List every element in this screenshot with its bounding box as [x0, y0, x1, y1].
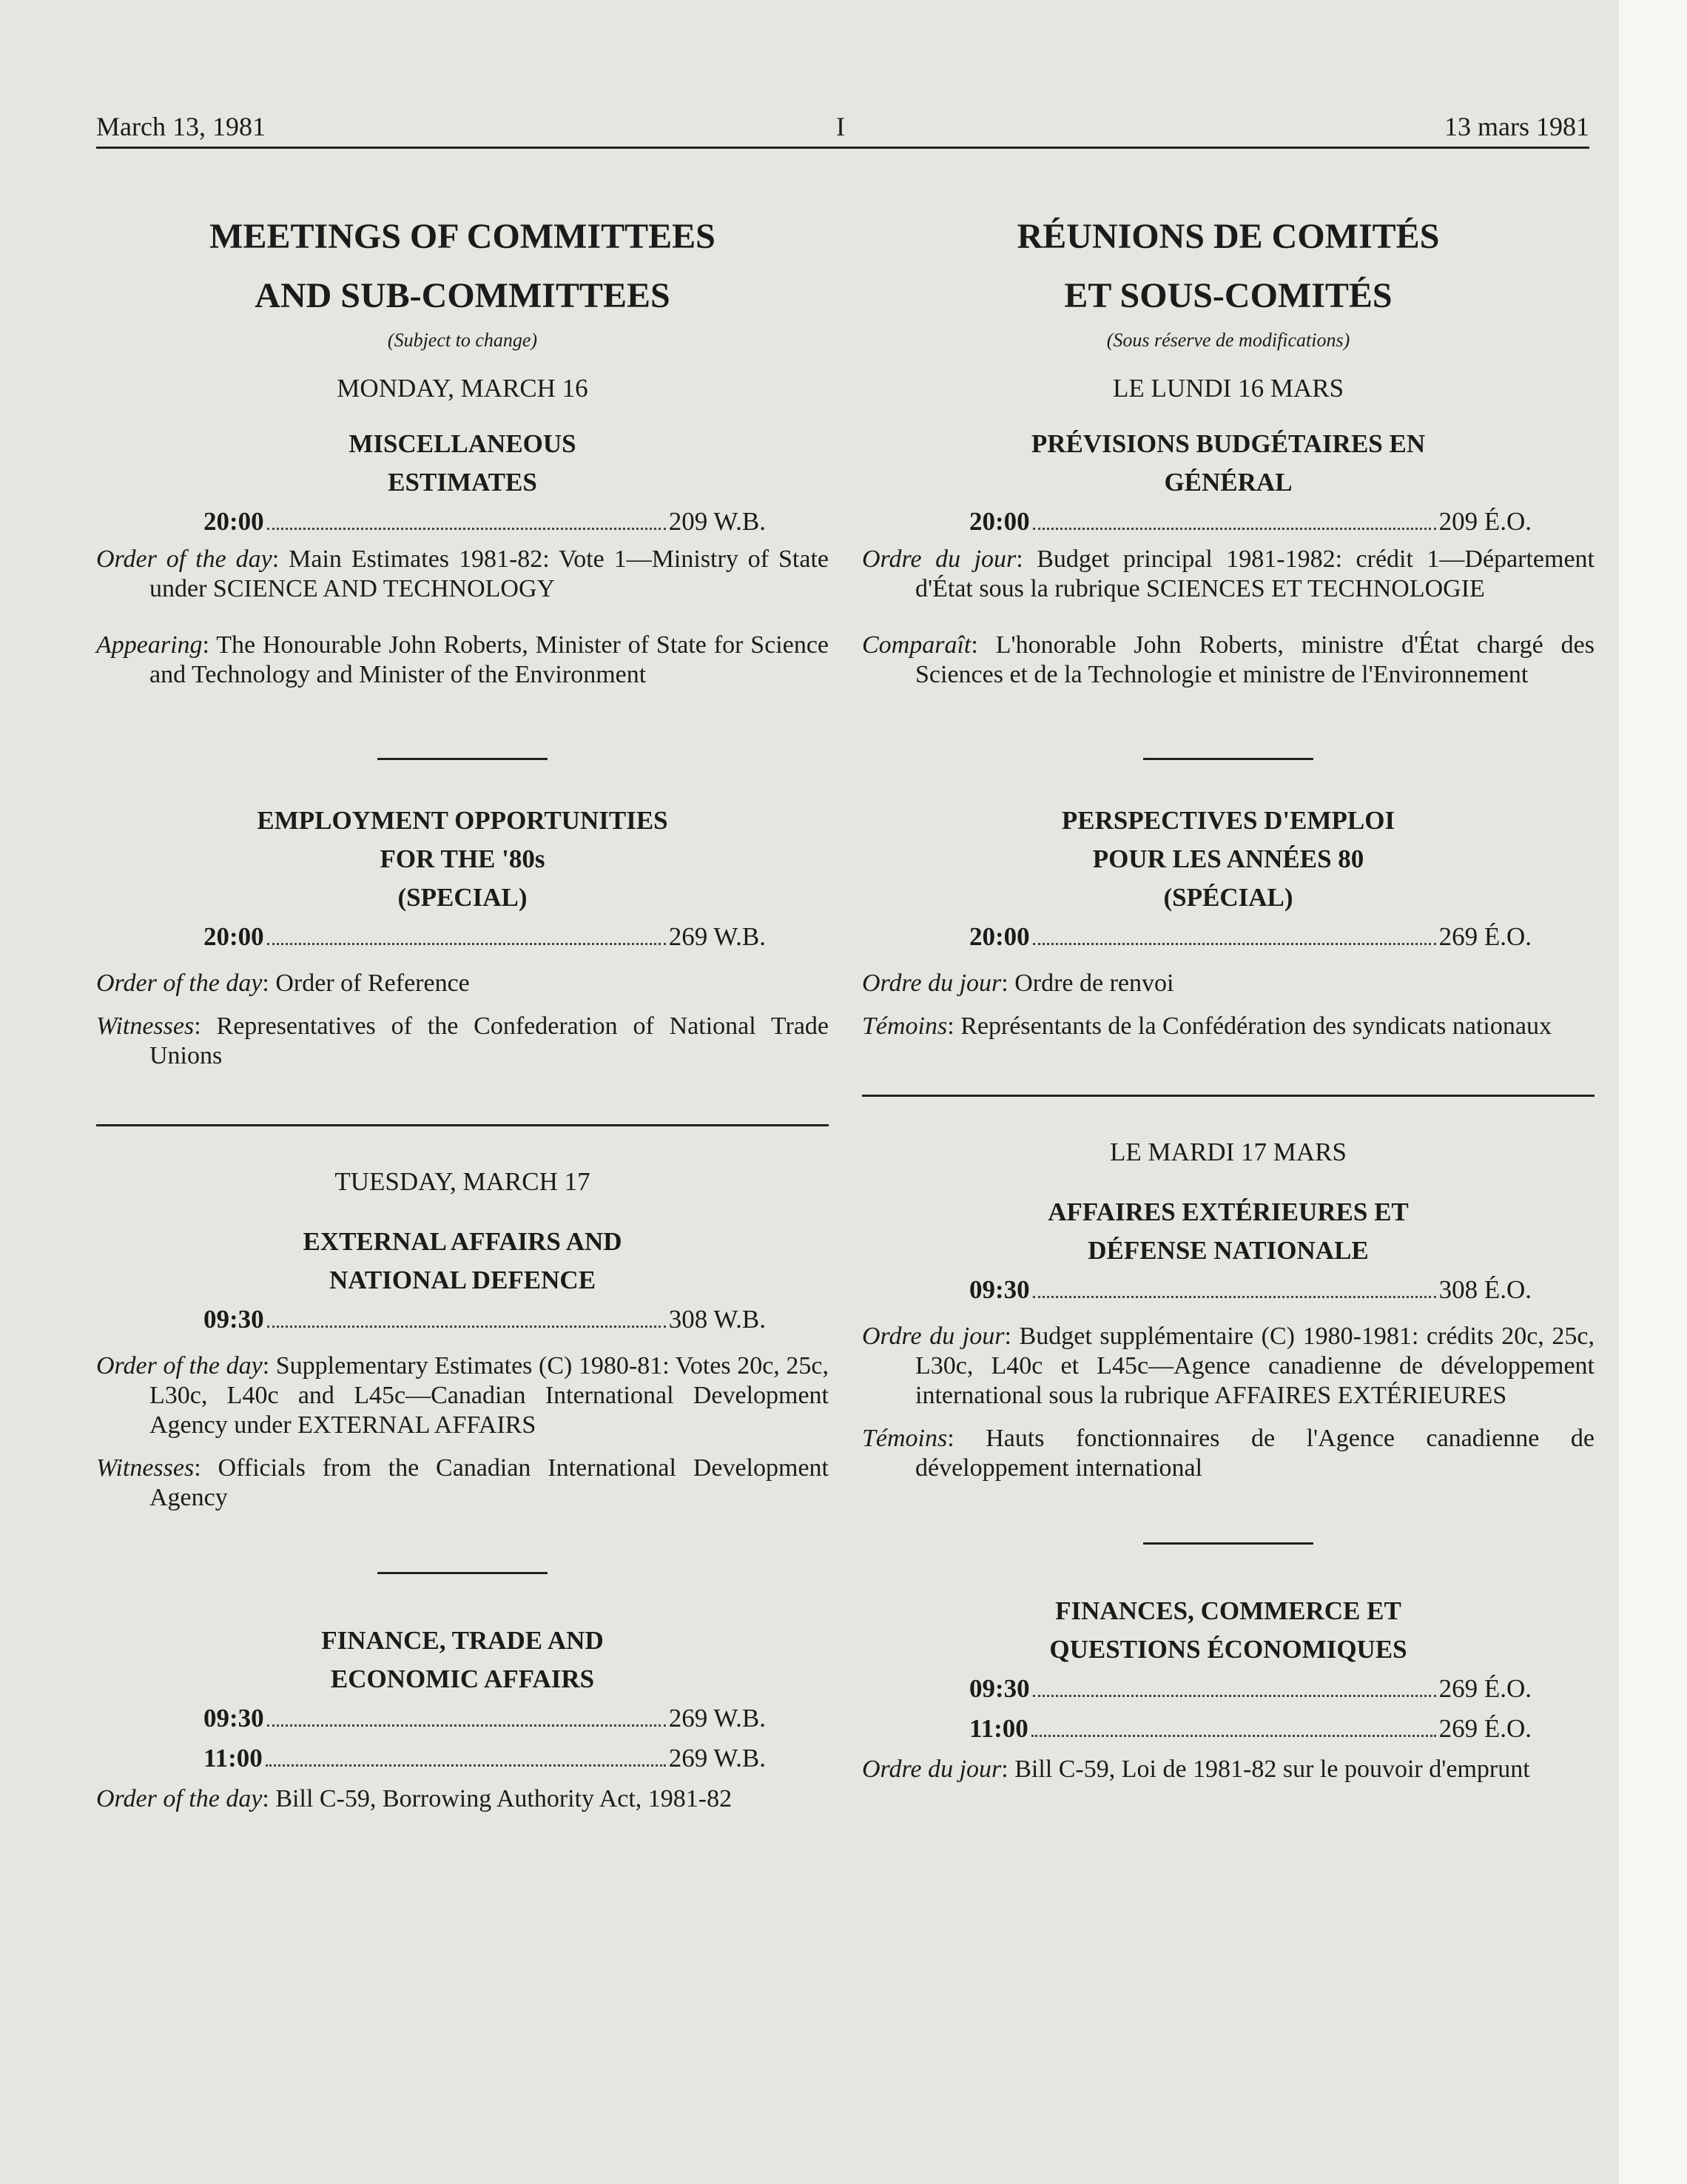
meeting-slot [969, 1270, 1532, 1310]
dot-leader [267, 943, 666, 945]
meeting-room: 269 W.B. [668, 1744, 766, 1773]
section-divider [1143, 758, 1313, 760]
meeting-slot [203, 1300, 766, 1340]
dot-leader [267, 528, 666, 530]
committee-name: QUESTIONS ÉCONOMIQUES [1049, 1635, 1407, 1664]
witnesses: Witnesses: Officials from the Canadian International Development Agency [96, 1454, 829, 1511]
meeting-slot [969, 502, 1532, 542]
day-heading: LE LUNDI 16 MARS [1112, 374, 1344, 403]
order-text: Main Estimates 1981-82: Vote 1—Ministry of State under SCIENCE AND TECHNOLOGY [149, 545, 829, 602]
order-label: Order of the day [96, 1785, 263, 1812]
witnesses-text: Officials from the Canadian International Development Agency [149, 1454, 829, 1511]
subject-note: (Sous réserve de modifications) [1106, 329, 1350, 351]
order-text: Budget supplémentaire (C) 1980-1981: crédits 20c, 25c, L30c, L40c et L45c—Agence canadienne de développement international sous la rubrique AFFAIRES EXTÉRIEURES [915, 1323, 1595, 1409]
section-divider [377, 1572, 548, 1574]
subject-note: (Subject to change) [387, 329, 538, 351]
order-label: Order of the day [96, 970, 263, 997]
english-column [96, 207, 829, 1814]
order-of-day: Order of the day: Bill C-59, Borrowing Authority Act, 1981-82 [96, 1785, 733, 1812]
committee-block-miscellaneous [96, 425, 829, 690]
order-label: Ordre du jour [862, 970, 1002, 997]
meeting-room: 209 É.O. [1438, 507, 1532, 536]
order-of-day: Ordre du jour: Ordre de renvoi [862, 970, 1174, 997]
witnesses-label: Witnesses [96, 1454, 195, 1482]
committee-name: EXTERNAL AFFAIRS AND [303, 1227, 622, 1256]
meeting-time: 11:00 [969, 1714, 1028, 1743]
meeting-time: 20:00 [969, 507, 1030, 536]
main-title-line2: ET SOUS-COMITÉS [1064, 276, 1393, 315]
page-edge [1619, 0, 1687, 2184]
witnesses: Witnesses: Representatives of the Confederation of National Trade Unions [96, 1012, 829, 1069]
dot-leader [267, 1724, 666, 1727]
meeting-slot [969, 1709, 1532, 1749]
order-text: Supplementary Estimates (C) 1980-81: Votes 20c, 25c, L30c, L40c and L45c—Canadian International Development Agency under EXTERNAL AFFAIRS [149, 1352, 829, 1439]
dot-leader [1033, 1296, 1436, 1298]
order-of-day: Ordre du jour: Budget supplémentaire (C) 1980-1981: crédits 20c, 25c, L30c, L40c et L45c—Agence canadienne de développement international sous la rubrique AFFAIRES EXTÉRIEURES [862, 1323, 1595, 1409]
committee-block-employment [862, 802, 1595, 1041]
order-label: Ordre du jour [862, 1323, 1005, 1350]
witnesses-text: Hauts fonctionnaires de l'Agence canadienne de développement international [915, 1425, 1595, 1482]
main-title-line1: MEETINGS OF COMMITTEES [209, 217, 715, 256]
order-text: Bill C-59, Borrowing Authority Act, 1981-82 [275, 1785, 733, 1812]
committee-block-external-affairs [862, 1193, 1595, 1483]
dot-leader [1033, 1695, 1436, 1697]
order-label: Order of the day [96, 1352, 263, 1380]
day-heading: LE MARDI 17 MARS [1110, 1138, 1347, 1166]
day-heading: MONDAY, MARCH 16 [337, 374, 588, 403]
meeting-time: 20:00 [203, 507, 264, 536]
committee-name: ECONOMIC AFFAIRS [330, 1664, 595, 1693]
committee-name: MISCELLANEOUS [348, 429, 576, 458]
order-text: Order of Reference [275, 970, 470, 997]
order-of-day: Order of the day: Supplementary Estimates (C) 1980-81: Votes 20c, 25c, L30c, L40c and L45c—Canadian International Development Agency under EXTERNAL AFFAIRS [96, 1352, 829, 1439]
day-divider [862, 1095, 1595, 1097]
dot-leader [1033, 528, 1436, 530]
dot-leader [1033, 943, 1436, 945]
french-column [862, 207, 1595, 1784]
meeting-slot [969, 917, 1532, 957]
committee-name: FOR THE '80s [380, 844, 545, 873]
committee-name: NATIONAL DEFENCE [329, 1266, 596, 1294]
witnesses-label: Témoins [862, 1012, 948, 1040]
meeting-slot [969, 1669, 1532, 1709]
order-text: Bill C-59, Loi de 1981-82 sur le pouvoir d'emprunt [1014, 1755, 1530, 1783]
committee-name: GÉNÉRAL [1164, 468, 1293, 497]
day-divider [96, 1124, 829, 1126]
meeting-room: 308 É.O. [1438, 1275, 1532, 1304]
main-title-line1: RÉUNIONS DE COMITÉS [1017, 217, 1440, 256]
committee-name: PERSPECTIVES D'EMPLOI [1061, 806, 1395, 835]
committee-block-employment [96, 802, 829, 1071]
committee-name: AFFAIRES EXTÉRIEURES ET [1048, 1197, 1409, 1226]
committee-name: PRÉVISIONS BUDGÉTAIRES EN [1031, 429, 1426, 458]
meeting-slot [203, 1738, 766, 1778]
order-label: Order of the day [96, 545, 272, 573]
witnesses-text: Representatives of the Confederation of National Trade Unions [149, 1012, 829, 1069]
witnesses: Témoins: Représentants de la Confédération des syndicats nationaux [862, 1012, 1552, 1040]
witnesses: Témoins: Hauts fonctionnaires de l'Agence canadienne de développement international [862, 1425, 1595, 1482]
header-date-en: March 13, 1981 [96, 112, 266, 141]
meeting-slot [203, 502, 766, 542]
committee-name: EMPLOYMENT OPPORTUNITIES [257, 806, 668, 835]
page-header [96, 111, 1589, 149]
appearing-label: Comparaît [862, 631, 972, 659]
meeting-time: 20:00 [969, 922, 1030, 951]
appearing: Appearing: The Honourable John Roberts, Minister of State for Science and Technology and Minister of the Environment [96, 631, 829, 688]
committee-name: ESTIMATES [388, 468, 537, 497]
header-date-fr: 13 mars 1981 [1444, 112, 1589, 141]
committee-block-finance [96, 1622, 829, 1814]
section-divider [377, 758, 548, 760]
order-text: Budget principal 1981-1982: crédit 1—Département d'État sous la rubrique SCIENCES ET TECHNOLOGIE [915, 545, 1595, 602]
order-label: Ordre du jour [862, 545, 1017, 573]
meeting-time: 09:30 [969, 1275, 1030, 1304]
committee-block-external-affairs [96, 1223, 829, 1513]
meeting-room: 308 W.B. [668, 1305, 766, 1334]
day-heading: TUESDAY, MARCH 17 [334, 1167, 590, 1196]
appearing: Comparaît: L'honorable John Roberts, ministre d'État chargé des Sciences et de la Technologie et ministre de l'Environnement [862, 631, 1595, 688]
witnesses-text: Représentants de la Confédération des syndicats nationaux [960, 1012, 1552, 1040]
order-of-day: Ordre du jour: Bill C-59, Loi de 1981-82 sur le pouvoir d'emprunt [862, 1755, 1530, 1783]
committee-block-finance [862, 1592, 1595, 1784]
committee-name: FINANCES, COMMERCE ET [1055, 1596, 1401, 1625]
meeting-room: 269 É.O. [1438, 1714, 1532, 1743]
appearing-text: L'honorable John Roberts, ministre d'État chargé des Sciences et de la Technologie et ministre de l'Environnement [915, 631, 1595, 688]
committee-name: (SPECIAL) [397, 883, 528, 912]
meeting-time: 20:00 [203, 922, 264, 951]
meeting-room: 269 É.O. [1438, 1674, 1532, 1703]
section-divider [1143, 1542, 1313, 1545]
order-of-day: Order of the day: Order of Reference [96, 970, 470, 997]
committee-block-miscellaneous [862, 425, 1595, 690]
meeting-time: 09:30 [969, 1674, 1030, 1703]
order-of-day: Ordre du jour: Budget principal 1981-1982: crédit 1—Département d'État sous la rubrique SCIENCES ET TECHNOLOGIE [862, 545, 1595, 602]
committee-name: POUR LES ANNÉES 80 [1092, 844, 1364, 873]
dot-leader [266, 1764, 666, 1767]
meeting-time: 09:30 [203, 1704, 264, 1733]
witnesses-label: Witnesses [96, 1012, 195, 1040]
dot-leader [1031, 1735, 1436, 1737]
main-title-line2: AND SUB-COMMITTEES [255, 276, 670, 315]
committee-name: FINANCE, TRADE AND [321, 1626, 604, 1655]
meeting-room: 269 W.B. [668, 922, 766, 951]
order-text: Ordre de renvoi [1014, 970, 1174, 997]
meeting-room: 269 É.O. [1438, 922, 1532, 951]
order-label: Ordre du jour [862, 1755, 1002, 1783]
meeting-time: 11:00 [203, 1744, 263, 1773]
meeting-room: 269 W.B. [668, 1704, 766, 1733]
meeting-time: 09:30 [203, 1305, 264, 1334]
dot-leader [267, 1325, 666, 1328]
meeting-room: 209 W.B. [668, 507, 766, 536]
page-number: I [836, 112, 845, 141]
witnesses-label: Témoins [862, 1425, 948, 1452]
meeting-slot [203, 1699, 766, 1738]
committee-name: DÉFENSE NATIONALE [1088, 1236, 1369, 1265]
appearing-text: The Honourable John Roberts, Minister of State for Science and Technology and Minister of the Environment [149, 631, 829, 688]
order-of-day: Order of the day: Main Estimates 1981-82: Vote 1—Ministry of State under SCIENCE AND TECHNOLOGY [96, 545, 829, 602]
meeting-slot [203, 917, 766, 957]
appearing-label: Appearing [96, 631, 203, 659]
committee-name: (SPÉCIAL) [1163, 883, 1293, 912]
